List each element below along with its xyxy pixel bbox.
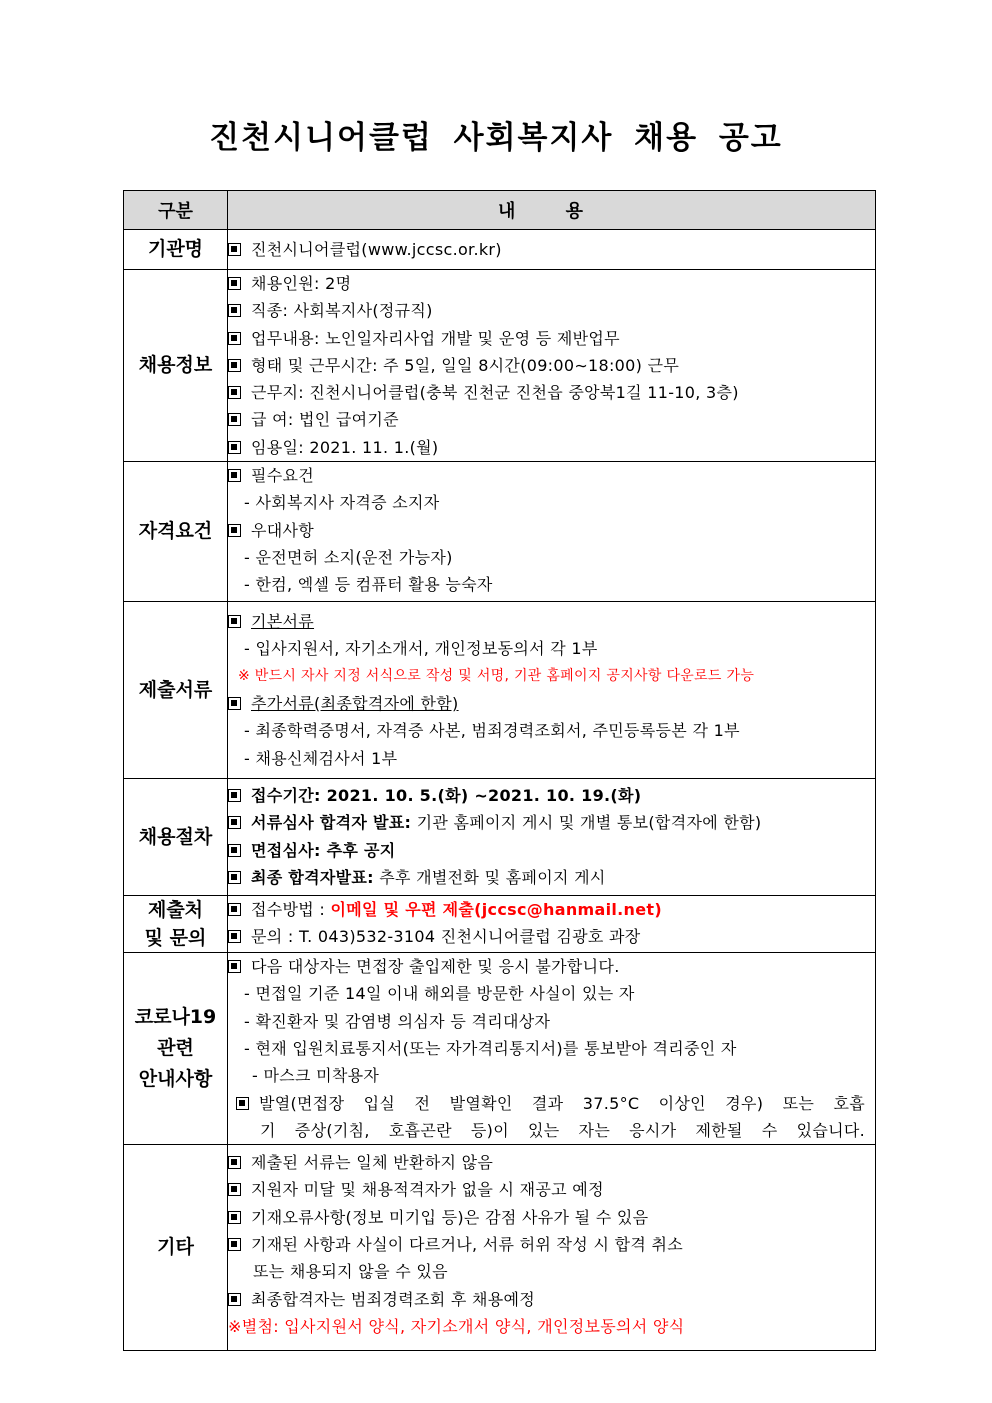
etc-line: 지원자 미달 및 채용적격자가 없을 시 재공고 예정 (228, 1176, 875, 1203)
recruit-line: 채용인원: 2명 (228, 270, 875, 297)
process-period: 접수기간: 2021. 10. 5.(화) ~2021. 10. 19.(화) (228, 782, 875, 809)
qual-preferred-item: - 한컴, 엑셀 등 컴퓨터 활용 능숙자 (244, 575, 493, 595)
bullet-box-icon (228, 697, 241, 710)
bullet-box-icon (228, 1183, 241, 1196)
header-category: 구분 (124, 191, 228, 230)
covid-item: - 현재 입원치료통지서(또는 자가격리통지서)를 통보받아 격리중인 자 (244, 1038, 737, 1058)
bullet-box-icon (228, 243, 241, 256)
page-title: 진천시니어클럽 사회복지사 채용 공고 (209, 120, 783, 156)
row-documents (124, 602, 876, 779)
recruit-line: 직종: 사회복지사(정규직) (228, 297, 875, 324)
bullet-box-icon (228, 277, 241, 290)
bullet-box-icon (228, 903, 241, 916)
covid-item: - 면접일 기준 14일 이내 해외를 방문한 사실이 있는 자 (244, 984, 635, 1004)
table-header-row (124, 191, 876, 230)
docs-basic-title: 기본서류 (228, 608, 875, 635)
bullet-box-icon (228, 930, 241, 943)
bullet-box-icon (228, 789, 241, 802)
bullet-box-icon (228, 844, 241, 857)
label-documents: 제출서류 (124, 602, 228, 779)
label-contact: 제출처 및 문의 (124, 896, 228, 953)
etc-attachment: ※별첨: 입사지원서 양식, 자기소개서 양식, 개인정보동의서 양식 (228, 1316, 685, 1336)
covid-item: - 마스크 미착용자 (252, 1066, 380, 1086)
org-line: 진천시니어클럽(www.jccsc.or.kr) (228, 236, 875, 263)
row-recruit (124, 270, 876, 462)
etc-line: 기재된 사항과 사실이 다르거나, 서류 허위 작성 시 합격 취소 (228, 1231, 875, 1258)
bullet-box-icon (228, 386, 241, 399)
label-qualification: 자격요건 (124, 462, 228, 602)
bullet-box-icon (228, 469, 241, 482)
header-content: 내 용 (228, 191, 876, 230)
bullet-box-icon (236, 1097, 249, 1110)
bullet-box-icon (228, 524, 241, 537)
etc-line: 제출된 서류는 일체 반환하지 않음 (228, 1149, 875, 1176)
bullet-box-icon (228, 1238, 241, 1251)
recruit-line: 급 여: 법인 급여기준 (228, 406, 875, 433)
etc-line: 최종합격자는 범죄경력조회 후 채용예정 (228, 1286, 875, 1313)
label-org: 기관명 (124, 230, 228, 270)
qual-required-title: 필수요건 (228, 462, 875, 489)
process-doc-result: 서류심사 합격자 발표: 기관 홈페이지 게시 및 개별 통보(합격자에 한함) (228, 809, 875, 836)
recruit-line: 형태 및 근무시간: 주 5일, 일일 8시간(09:00∼18:00) 근무 (228, 352, 875, 379)
label-etc: 기타 (124, 1145, 228, 1351)
label-recruit: 채용정보 (124, 270, 228, 462)
qual-preferred-title: 우대사항 (228, 517, 875, 544)
notice-table (123, 190, 876, 1351)
label-process: 채용절차 (124, 779, 228, 896)
bullet-box-icon (228, 413, 241, 426)
contact-method: 접수방법 : 이메일 및 우편 제출(jccsc@hanmail.net) (228, 896, 875, 923)
bullet-box-icon (228, 304, 241, 317)
covid-item: - 확진환자 및 감염병 의심자 등 격리대상자 (244, 1011, 551, 1031)
bullet-box-icon (228, 615, 241, 628)
docs-extra-item: - 최종학력증명서, 자격증 사본, 범죄경력조회서, 주민등록등본 각 1부 (244, 721, 740, 741)
bullet-box-icon (228, 1211, 241, 1224)
bullet-box-icon (228, 871, 241, 884)
recruit-line: 임용일: 2021. 11. 1.(월) (228, 434, 875, 461)
row-qualification (124, 462, 876, 602)
process-final: 최종 합격자발표: 추후 개별전화 및 홈페이지 게시 (228, 864, 875, 891)
bullet-box-icon (228, 332, 241, 345)
bullet-box-icon (228, 960, 241, 973)
label-covid: 코로나19 관련 안내사항 (124, 953, 228, 1145)
recruit-line: 업무내용: 노인일자리사업 개발 및 운영 등 제반업무 (228, 325, 875, 352)
contact-email: 이메일 및 우편 제출(jccsc@hanmail.net) (330, 900, 662, 920)
docs-extra-item: - 채용신체검사서 1부 (244, 748, 398, 768)
docs-extra-title: 추가서류(최종합격자에 한함) (228, 690, 875, 717)
bullet-box-icon (228, 1156, 241, 1169)
recruit-line: 근무지: 진천시니어클럽(충북 진천군 진천읍 중앙북1길 11-10, 3층) (228, 379, 875, 406)
process-interview: 면접심사: 추후 공지 (228, 837, 875, 864)
bullet-box-icon (228, 441, 241, 454)
covid-fever: 발열(면접장 입실 전 발열확인 결과 37.5°C 이상인 경우) 또는 호흡 (228, 1090, 875, 1117)
row-etc (124, 1145, 876, 1351)
etc-line: 기재오류사항(정보 미기입 등)은 감점 사유가 될 수 있음 (228, 1204, 875, 1231)
row-covid (124, 953, 876, 1145)
etc-continuation: 또는 채용되지 않을 수 있음 (253, 1262, 448, 1282)
row-org (124, 230, 876, 270)
bullet-box-icon (228, 1293, 241, 1306)
covid-fever-cont: 기 증상(기침, 호흡곤란 등)이 있는 자는 응시가 제한될 수 있습니다. (260, 1120, 865, 1140)
qual-preferred-item: - 운전면허 소지(운전 가능자) (244, 547, 453, 567)
qual-required-item: - 사회복지사 자격증 소지자 (244, 493, 440, 513)
bullet-box-icon (228, 359, 241, 372)
covid-intro: 다음 대상자는 면접장 출입제한 및 응시 불가합니다. (228, 953, 875, 980)
row-process (124, 779, 876, 896)
docs-basic-item: - 입사지원서, 자기소개서, 개인정보동의서 각 1부 (244, 639, 598, 659)
contact-inquiry: 문의 : T. 043)532-3104 진천시니어클럽 김광호 과장 (228, 923, 875, 950)
row-contact (124, 896, 876, 953)
bullet-box-icon (228, 816, 241, 829)
docs-basic-note: ※ 반드시 자사 지정 서식으로 작성 및 서명, 기관 홈페이지 공지사항 다운로드 가능 (238, 667, 755, 684)
